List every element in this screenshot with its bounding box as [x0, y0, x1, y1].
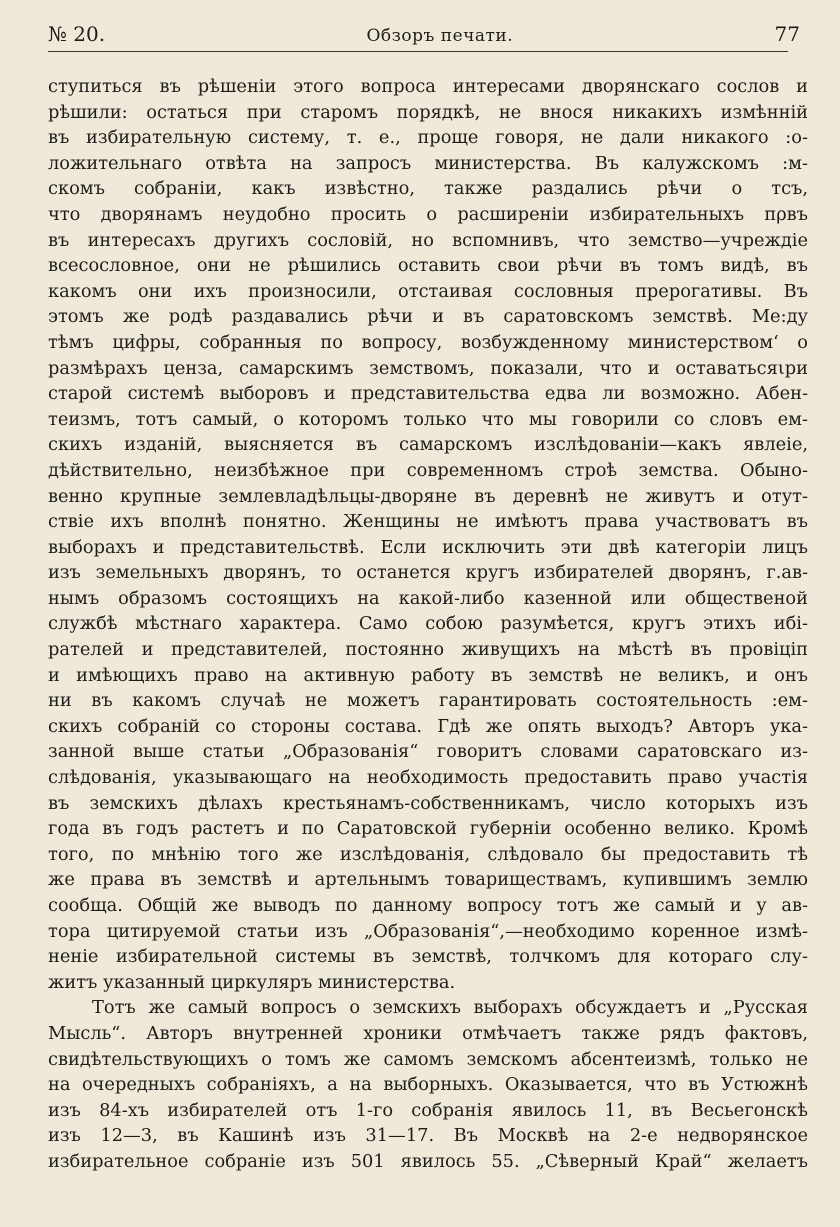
text-line: рателей и представителей, постоянно живущихъ на мѣстѣ въ провіціп — [48, 639, 808, 661]
text-line: ложительнаго отвѣта на запросъ министерства. Въ калужскомъ :м- — [48, 152, 808, 174]
text-line: житъ указанный циркуляръ министерства. — [48, 971, 456, 993]
text-line: венно крупные землевладѣльцы-дворяне въ деревнѣ не живутъ и отут- — [48, 485, 808, 507]
text-line: слѣдованія, указывающаго на необходимость предоставить право участія — [48, 767, 808, 789]
text-line: изъ земельныхъ дворянъ, то останется кругъ избирателей дворянъ, г.ав- — [48, 562, 808, 584]
text-line: скомъ собраніи, какъ извѣстно, также раздались рѣчи о тсъ, — [48, 178, 808, 200]
text-line: въ земскихъ дѣлахъ крестьянамъ-собственникамъ, число которыхъ изъ — [48, 792, 808, 814]
text-line: нымъ образомъ состоящихъ на какой-либо казенной или общественой — [48, 587, 808, 609]
text-line: изъ 84-хъ избирателей отъ 1-го собранія явилось 11, въ Весьегонскѣ — [48, 1099, 808, 1121]
text-line: рѣшили: остаться при старомъ порядкѣ, не внося никакихъ измѣнній — [48, 101, 808, 123]
header-rule — [48, 51, 788, 52]
text-line: же права въ земствѣ и артельнымъ товариществамъ, купившимъ землю — [48, 869, 808, 891]
text-line: теизмъ, тотъ самый, о которомъ только что мы говорили со словъ ем- — [48, 408, 808, 430]
text-line: въ избирательную систему, т. е., проще говоря, не дали никакого :о- — [48, 127, 808, 149]
text-line: ствіе ихъ вполнѣ понятно. Женщины не имѣютъ права участвоватъ въ — [48, 511, 808, 533]
paragraph-1 — [48, 74, 808, 995]
text-line: тора цитируемой статьи изъ „Образованія“,—необходимо коренное измѣ- — [48, 920, 808, 942]
text-line: ни въ какомъ случаѣ не можетъ гарантировать состоятельность :ем- — [48, 690, 808, 712]
text-line: свидѣтельствующихъ о томъ же самомъ земскомъ абсентеизмѣ, только не — [48, 1048, 808, 1070]
body-text — [48, 74, 808, 1175]
paragraph-2 — [48, 995, 808, 1174]
text-line: того, по мнѣнію того же изслѣдованія, слѣдовало бы предоставить тѣ — [48, 843, 808, 865]
text-line: ступиться въ рѣшеніи этого вопроса интересами дворянскаго сослов и — [48, 76, 808, 97]
text-line: скихъ изданій, выясняется въ самарскомъ изслѣдованіи—какъ явлеіе, — [48, 434, 808, 456]
page-number: 77 — [774, 22, 800, 46]
text-line: занной выше статьи „Образованія“ говоритъ словами саратовскаго из- — [48, 741, 808, 763]
text-line: изъ 12—3, въ Кашинѣ изъ 31—17. Въ Москвѣ на 2-е недворянское — [48, 1125, 808, 1147]
issue-number: № 20. — [48, 22, 106, 46]
text-line: какомъ они ихъ произносили, отстаивая сословныя прерогативы. Въ — [48, 280, 808, 302]
text-line: службѣ мѣстнаго характера. Само собою разумѣется, кругъ этихъ ибі- — [48, 613, 808, 635]
text-line: всесословное, они не рѣшились оставить свои рѣчи въ томъ видѣ, въ — [48, 255, 808, 277]
text-line: неніе избирательной системы въ земствѣ, толчкомъ для котораго слу- — [48, 946, 808, 968]
text-line: въ интересахъ другихъ сословій, но вспомнивъ, что земство—учреждіе — [48, 229, 808, 251]
text-line: на очередныхъ собраніяхъ, а на выборныхъ. Оказывается, что въ Устюжнѣ — [48, 1074, 808, 1096]
text-line: размѣрахъ ценза, самарскимъ земствомъ, показали, что и оставатьсяιри — [48, 357, 808, 379]
text-line: Мысль“. Авторъ внутренней хроники отмѣчаетъ также рядъ фактовъ, — [48, 1022, 808, 1044]
text-line: тѣмъ цифры, собранныя по вопросу, возбужденному министерствомʻ о — [48, 331, 808, 353]
text-line: года въ годъ растетъ и по Саратовской губерніи особенно велико. Кромѣ — [48, 818, 808, 840]
text-line: избирательное собраніе изъ 501 явилось 55. „Сѣверный Край“ желаетъ — [48, 1150, 808, 1172]
text-line: сообща. Общій же выводъ по данному вопросу тотъ же самый и у ав- — [48, 895, 808, 916]
text-line: и имѣющихъ право на активную работу въ земствѣ не великъ, и онъ — [48, 664, 808, 686]
text-line: этомъ же родѣ раздавались рѣчи и въ саратовскомъ земствѣ. Ме:ду — [48, 306, 808, 328]
text-line: Тотъ же самый вопросъ о земскихъ выборахъ обсуждаетъ и „Русская — [92, 997, 808, 1019]
text-line: выборахъ и представительствѣ. Если исключить эти двѣ категоріи лицъ — [48, 536, 808, 558]
text-line: что дворянамъ неудобно просить о расширеніи избирательныхъ пρвъ — [48, 203, 808, 225]
running-title: Обзоръ печати. — [366, 26, 514, 46]
text-line: скихъ собраній со стороны состава. Гдѣ же опять выходъ? Авторъ ука- — [48, 715, 808, 737]
page-header — [48, 22, 808, 48]
text-line: старой системѣ выборовъ и представительства едва ли возможно. Абен- — [48, 383, 808, 405]
text-line: дѣйствительно, неизбѣжное при современномъ строѣ земства. Обыно- — [48, 459, 808, 481]
